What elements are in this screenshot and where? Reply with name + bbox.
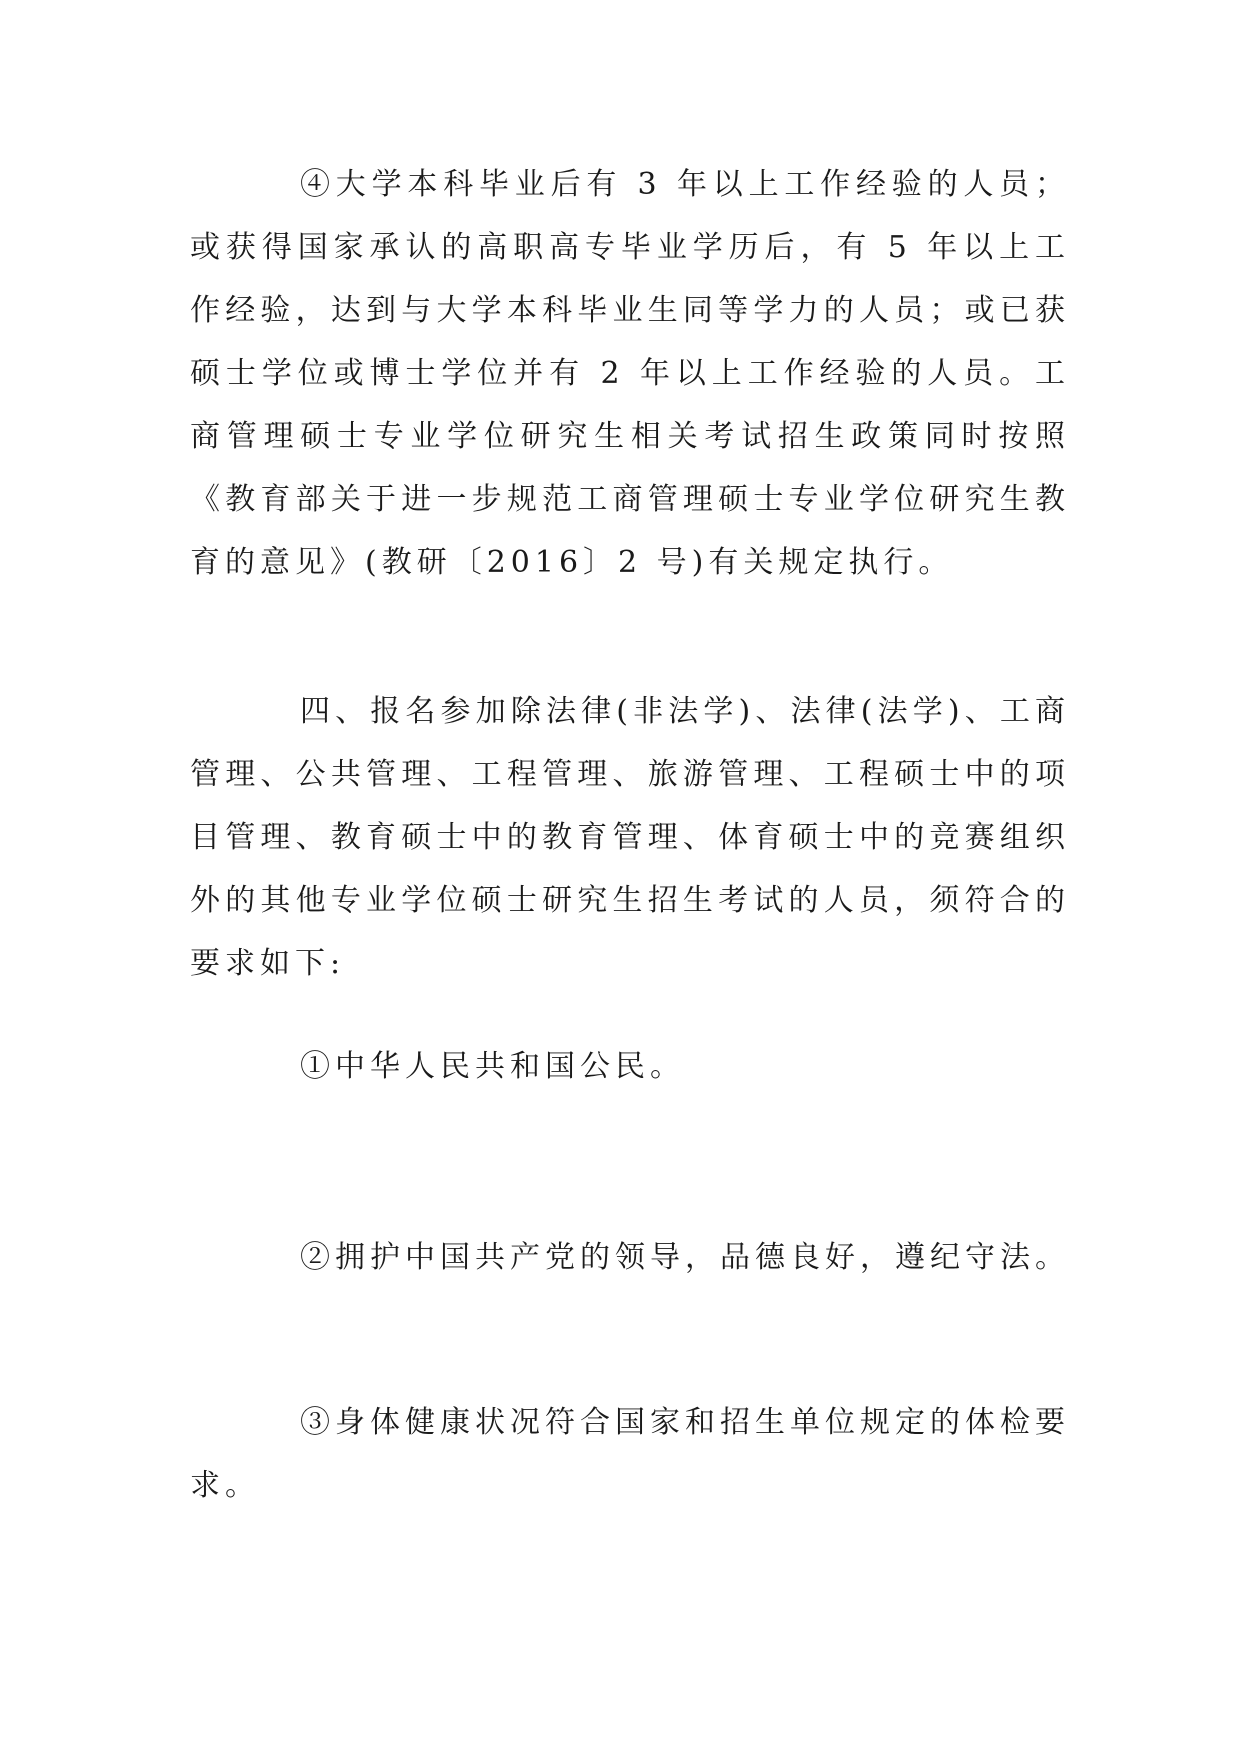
paragraph-work-experience: ④大学本科毕业后有 3 年以上工作经验的人员；或获得国家承认的高职高专毕业学历后，有 5 年以上工作经验，达到与大学本科毕业生同等学力的人员；或已获硕士学位或博士学位并有 2 年以上工作经验的人员。工商管理硕士专业学位研究生相关考试招生政策同时按照《教育部关于进一步规范工商管理硕士专业学位研究生教育的意见》(教研〔2016〕2 号)有关规定执行。 — [190, 167, 1070, 580]
paragraph-requirement-citizen: ①中华人民共和国公民。 — [300, 1049, 685, 1084]
paragraph-requirement-health: ③身体健康状况符合国家和招生单位规定的体检要求。 — [190, 1405, 1070, 1503]
paragraph-requirement-conduct: ②拥护中国共产党的领导，品德良好，遵纪守法。 — [300, 1240, 1070, 1275]
paragraph-section-four: 四、报名参加除法律(非法学)、法律(法学)、工商管理、公共管理、工程管理、旅游管理、工程硕士中的项目管理、教育硕士中的教育管理、体育硕士中的竞赛组织外的其他专业学位硕士研究生招生考试的人员，须符合的要求如下: — [190, 694, 1070, 981]
